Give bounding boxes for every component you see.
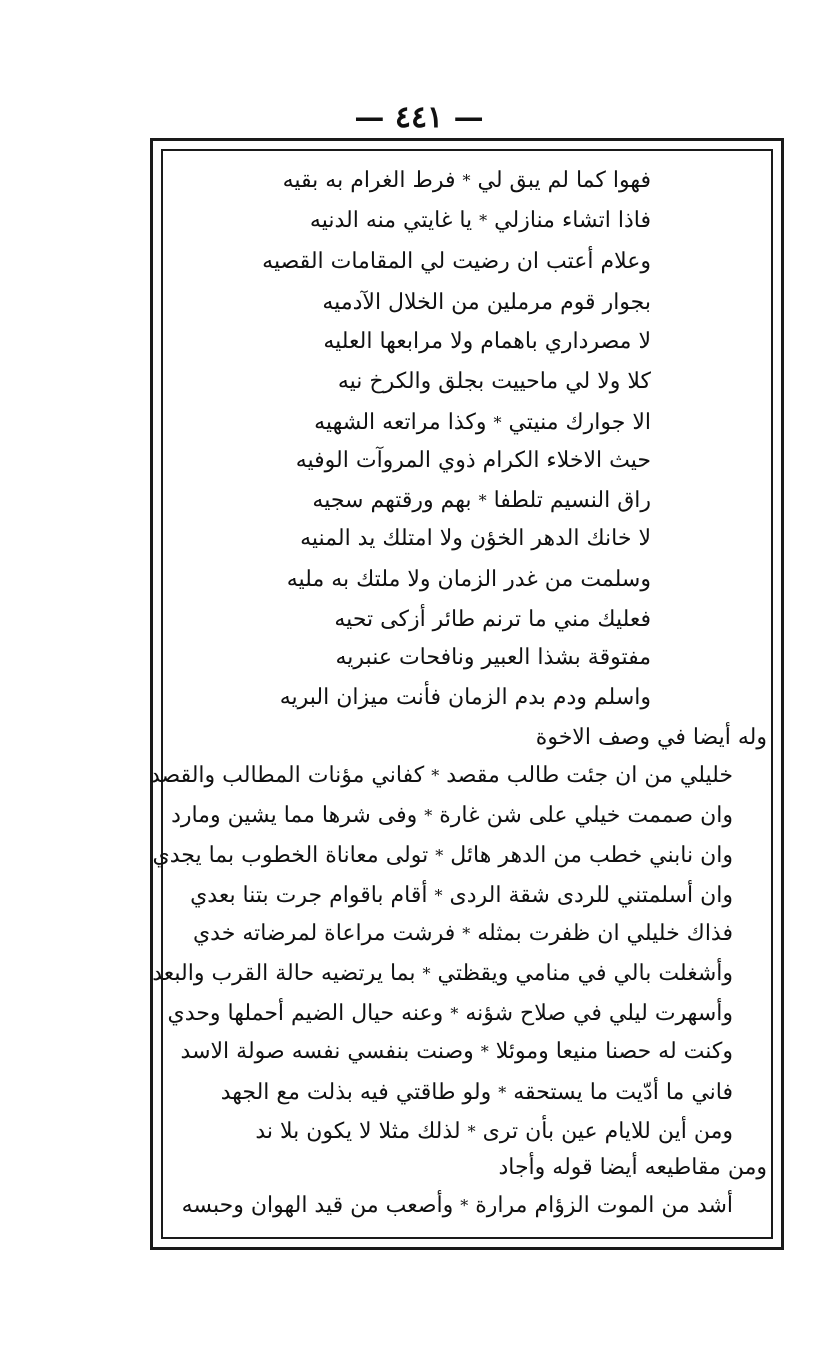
poem-line: وان نابني خطب من الدهر هائل * تولى معاناة الخطوب بما يجدي	[152, 843, 733, 868]
section-heading: ومن مقاطيعه أيضا قوله وأجاد	[498, 1155, 767, 1180]
poem-line: الا جوارك منيتي * وكذا مراتعه الشهيه	[314, 410, 651, 435]
poem-line: وكنت له حصنا منيعا وموئلا * وصنت بنفسي نفسه صولة الاسد	[180, 1039, 733, 1064]
poem-line: راق النسيم تلطفا * بهم ورقتهم سجيه	[312, 488, 651, 513]
poem-line: وسلمت من غدر الزمان ولا ملتك به مليه	[286, 567, 651, 592]
poem-line: وان أسلمتني للردى شقة الردى * أقام باقوام جرت بتنا بعدي	[190, 883, 733, 908]
poem-line: فعليك مني ما ترنم طائر أزكى تحيه	[334, 607, 651, 632]
poem-line: خليلي من ان جئت طالب مقصد * كفاني مؤنات المطالب والقصد	[149, 763, 733, 788]
poem-line: وان صممت خيلي على شن غارة * وفى شرها مما يشين ومارد	[171, 803, 733, 828]
poem-line: فاني ما أدّيت ما يستحقه * ولو طاقتي فيه بذلت مع الجهد	[220, 1080, 733, 1105]
page-number: — ٤٤١ —	[354, 100, 484, 135]
poem-line: فهوا كما لم يبق لي * فرط الغرام به بقيه	[282, 168, 651, 193]
poem-line: واسلم ودم بدم الزمان فأنت ميزان البريه	[279, 685, 651, 710]
poem-line: فاذا اتشاء منازلي * يا غايتي منه الدنيه	[309, 208, 651, 233]
page-border	[150, 138, 784, 1250]
poem-text	[149, 141, 781, 1247]
section-heading: وله أيضا في وصف الاخوة	[535, 725, 767, 750]
poem-line: لا مصرداري باهمام ولا مرابعها العليه	[323, 329, 651, 354]
poem-line: بجوار قوم مرملين من الخلال الآدميه	[322, 290, 651, 315]
poem-line: أشد من الموت الزؤام مرارة * وأصعب من قيد الهوان وحبسه	[181, 1193, 733, 1218]
poem-line: حيث الاخلاء الكرام ذوي المروآت الوفيه	[295, 448, 651, 473]
poem-line: ومن أين للايام عين بأن ترى * لذلك مثلا لا يكون بلا ند	[255, 1119, 733, 1144]
poem-line: مفتوقة بشذا العبير ونافحات عنبريه	[335, 645, 651, 670]
poem-line: وأشغلت بالي في منامي ويقظتي * بما يرتضيه حالة القرب والبعد	[152, 961, 733, 986]
poem-line: فذاك خليلي ان ظفرت بمثله * فرشت مراعاة لمرضاته خدي	[192, 921, 733, 946]
poem-line: وعلام أعتب ان رضيت لي المقامات القصيه	[262, 249, 651, 274]
poem-line: كلا ولا لي ماحييت بجلق والكرخ نيه	[337, 369, 651, 394]
poem-line: لا خانك الدهر الخؤن ولا امتلك يد المنيه	[300, 526, 651, 551]
poem-line: وأسهرت ليلي في صلاح شؤنه * وعنه حيال الضيم أحملها وحدي	[167, 1001, 733, 1026]
